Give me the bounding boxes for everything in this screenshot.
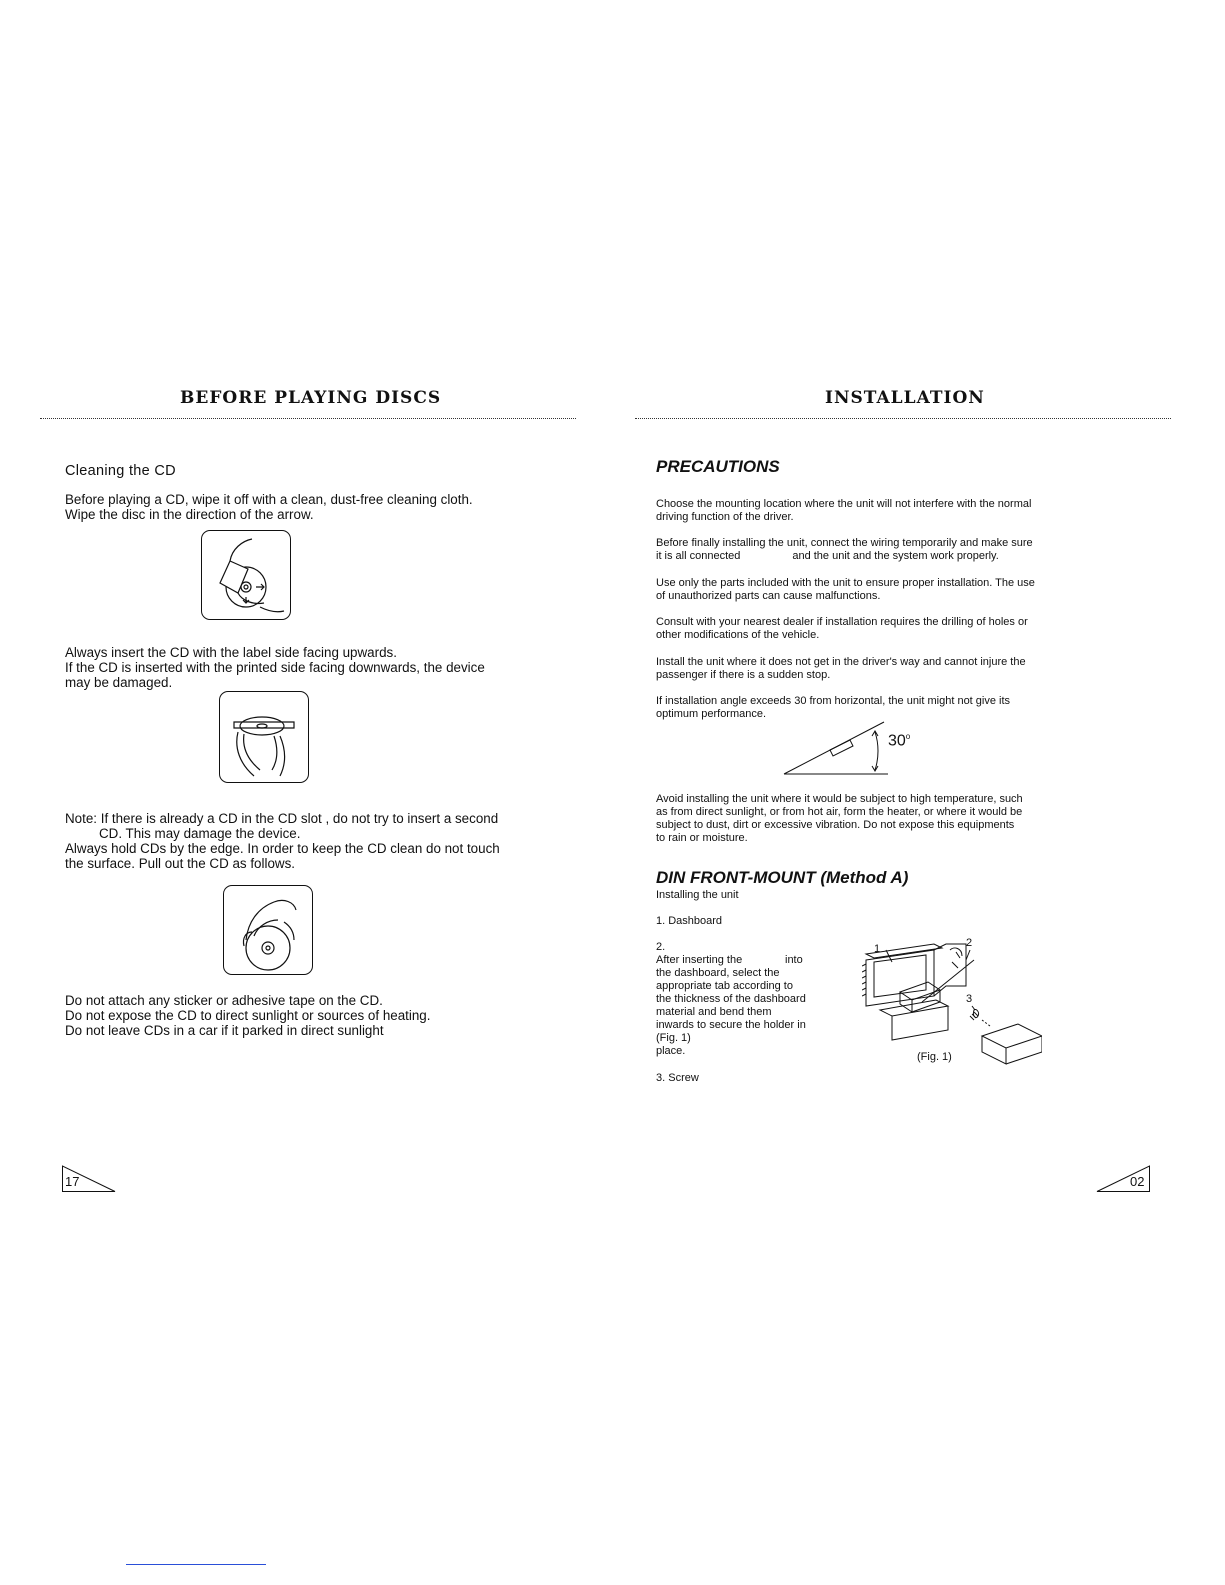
precaution-5-line-2: passenger if there is a sudden stop.	[656, 669, 831, 681]
clean-line-2: Wipe the disc in the direction of the arrow.	[65, 507, 314, 522]
installation-angle-diagram	[782, 718, 902, 780]
precaution-3-line-1: Use only the parts included with the unit to ensure proper installation. The use	[656, 577, 1035, 589]
avoid-line-3: subject to dust, dirt or excessive vibration. Do not expose this equipments	[656, 819, 1015, 831]
step-2-line-7: inwards to secure the holder in	[656, 1019, 806, 1031]
bottom-link-line	[126, 1564, 266, 1565]
step-2-line-1: 2.	[656, 941, 666, 953]
page-number-left: 17	[62, 1164, 116, 1192]
fig-label-1: 1	[874, 943, 881, 955]
insert-line-1: Always insert the CD with the label side facing upwards.	[65, 645, 397, 660]
step-2-line-6: material and bend them	[656, 1006, 772, 1018]
page-header: INSTALLATION	[825, 388, 985, 408]
step-2-line-5: the thickness of the dashboard	[656, 993, 806, 1005]
fig-label-3: 3	[966, 993, 973, 1005]
note-line-2: CD. This may damage the device.	[99, 826, 301, 841]
din-mount-figure	[862, 940, 1042, 1075]
avoid-line-4: to rain or moisture.	[656, 832, 748, 844]
insert-cd-illustration	[219, 691, 309, 783]
clean-line-1: Before playing a CD, wipe it off with a clean, dust-free cleaning cloth.	[65, 492, 473, 507]
precaution-4-line-2: other modifications of the vehicle.	[656, 629, 820, 641]
header-divider	[635, 418, 1171, 419]
step-2-line-4: appropriate tab according to	[656, 980, 793, 992]
donot-line-3: Do not leave CDs in a car if it parked in direct sunlight	[65, 1023, 384, 1038]
precaution-6-line-2: optimum performance.	[656, 708, 767, 720]
din-front-mount-title: DIN FRONT-MOUNT (Method A)	[656, 868, 909, 887]
precaution-3-line-2: of unauthorized parts can cause malfunctions.	[656, 590, 881, 602]
precaution-1-line-2: driving function of the driver.	[656, 511, 794, 523]
header-divider	[40, 418, 576, 419]
avoid-line-2: as from direct sunlight, or from hot air, form the heater, or where it would be	[656, 806, 1023, 818]
precaution-2-line-1: Before finally installing the unit, connect the wiring temporarily and make sure	[656, 537, 1033, 549]
precaution-4-line-1: Consult with your nearest dealer if installation requires the drilling of holes or	[656, 616, 1028, 628]
angle-label: 30$^o$	[888, 732, 911, 750]
donot-line-2: Do not expose the CD to direct sunlight or sources of heating.	[65, 1008, 431, 1023]
step-1: 1. Dashboard	[656, 915, 723, 927]
right-page	[612, 0, 1225, 1585]
step-2-line-9: place.	[656, 1045, 686, 1057]
fig-label-2: 2	[966, 937, 973, 949]
step-3: 3. Screw	[656, 1072, 699, 1084]
precaution-6-line-1: If installation angle exceeds 30 from horizontal, the unit might not give its	[656, 695, 1011, 707]
pull-cd-illustration	[223, 885, 313, 975]
donot-line-1: Do not attach any sticker or adhesive tape on the CD.	[65, 993, 383, 1008]
insert-line-3: may be damaged.	[65, 675, 173, 690]
wipe-cd-illustration	[201, 530, 291, 620]
step-2-line-2: After inserting the into	[656, 954, 803, 966]
installing-label: Installing the unit	[656, 889, 739, 901]
precautions-title: PRECAUTIONS	[656, 457, 780, 476]
note-line-1: Note: If there is already a CD in the CD slot , do not try to insert a second	[65, 811, 499, 826]
precaution-2-line-2: it is all connected and the unit and the system work properly.	[656, 550, 999, 562]
fig-caption: (Fig. 1)	[917, 1051, 952, 1063]
page-header: BEFORE PLAYING DISCS	[180, 388, 442, 408]
section-title: Cleaning the CD	[65, 463, 176, 479]
step-2-line-3: the dashboard, select the	[656, 967, 780, 979]
avoid-line-1: Avoid installing the unit where it would be subject to high temperature, such	[656, 793, 1023, 805]
left-page	[0, 0, 612, 1585]
note-line-3: Always hold CDs by the edge. In order to keep the CD clean do not touch	[65, 841, 500, 856]
insert-line-2: If the CD is inserted with the printed side facing downwards, the device	[65, 660, 485, 675]
step-2-line-8: (Fig. 1)	[656, 1032, 691, 1044]
page-number-right: 02	[1096, 1164, 1150, 1192]
precaution-1-line-1: Choose the mounting location where the unit will not interfere with the normal	[656, 498, 1032, 510]
precaution-5-line-1: Install the unit where it does not get in the driver's way and cannot injure the	[656, 656, 1026, 668]
note-line-4: the surface. Pull out the CD as follows.	[65, 856, 295, 871]
